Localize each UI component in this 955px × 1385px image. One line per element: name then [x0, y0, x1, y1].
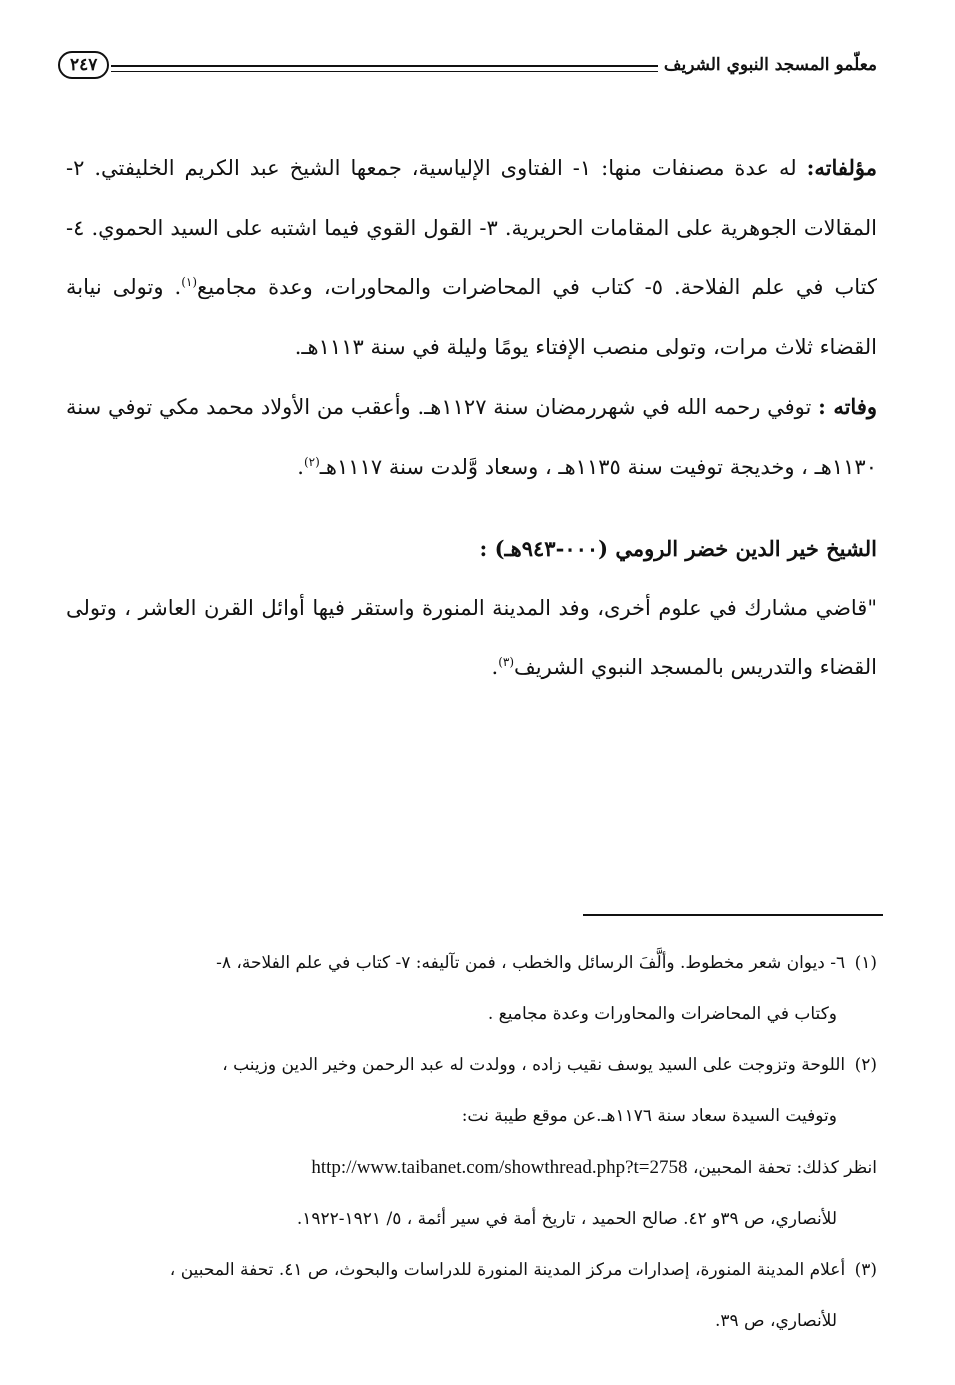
quote-end: .: [491, 655, 499, 679]
footnote-1: [66, 938, 877, 1040]
footnote-see-also: انظر كذلك: تحفة المحبين،: [692, 1158, 877, 1178]
page-number: ٢٤٧: [58, 51, 109, 79]
footnote-number: (٣): [854, 1260, 877, 1280]
footnote-ref-3[interactable]: (٣): [498, 655, 515, 669]
main-text: [66, 138, 877, 698]
death-lead: وفاته :: [818, 394, 878, 419]
works-text-2: . وتولى نيابة القضاء ثلاث مرات، وتولى منصب الإفتاء يومًا وليلة في سنة ١١١٣هـ.: [66, 275, 877, 359]
footnote-text: أعلام المدينة المنورة، إصدارات مركز المدينة المنورة للدراسات والبحوث، ص ٤١. تحفة المحبين ،: [169, 1260, 846, 1280]
footnote-continuation: وتوفيت السيدة سعاد سنة ١١٧٦هـ.عن موقع طيبة نت:: [461, 1106, 837, 1126]
paragraph-works: [66, 138, 877, 377]
footnote-url-line: [311, 1158, 877, 1178]
footnote-ref-2[interactable]: (٢): [303, 454, 320, 469]
paragraph-quote: [66, 579, 877, 698]
death-end: .: [297, 454, 304, 479]
footnote-url-link[interactable]: http://www.taibanet.com/showthread.php?t=2758: [311, 1157, 688, 1178]
footnote-number: (٢): [854, 1055, 877, 1075]
footnote-separator: [583, 914, 883, 916]
footnote-continuation: للأنصاري، ص ٣٩و ٤٢. صالح الحميد ، تاريخ أمة في سير أئمة ، ٥/ ١٩٢١-١٩٢٢.: [296, 1209, 837, 1229]
paragraph-death: [66, 377, 877, 497]
footnote-3: [66, 1245, 877, 1347]
footnote-continuation: للأنصاري، ص ٣٩.: [714, 1311, 837, 1331]
footnote-2: [66, 1040, 877, 1245]
section-heading: الشيخ خير الدين خضر الرومي (٠٠٠-٩٤٣هـ) :: [479, 536, 877, 561]
footnotes: [66, 938, 877, 1347]
quote-text: "قاضي مشارك في علوم أخرى، وفد المدينة المنورة واستقر فيها أوائل القرن العاشر ، وتولى القضاء والتدريس بالمسجد النبوي الشريف: [66, 595, 877, 679]
works-lead: مؤلفاته:: [806, 155, 877, 180]
works-text: له عدة مصنفات منها: ١- الفتاوى الإلياسية، جمعها الشيخ عبد الكريم الخليفتي. ٢- المقالات الجوهرية على المقامات الحريرية. ٣- القول القوي فيما اشتبه على السيد الحموي. ٤- كتاب في علم الفلاحة. ٥- كتاب في المحاضرات والمحاورات، وعدة مجاميع: [66, 156, 878, 299]
header-title: معلّمو المسجد النبوي الشريف: [663, 55, 877, 75]
footnote-number: (١): [854, 953, 877, 973]
header-rule: [111, 65, 657, 72]
footnote-ref-1[interactable]: (١): [181, 275, 198, 289]
footnote-text: ٦- ديوان شعر مخطوط. وألَّفَ الرسائل والخطب ، فمن تآليفه: ٧- كتاب في علم الفلاحة، ٨-: [216, 953, 846, 973]
footnote-text: اللوحة وتزوجت على السيد يوسف نقيب زاده ، وولدت له عبد الرحمن وخير الدين وزينب ،: [222, 1055, 846, 1075]
running-header: [58, 40, 877, 90]
death-text: توفي رحمه الله في شهررمضان سنة ١١٢٧هـ. وأعقب من الأولاد محمد مكي توفي سنة ١١٣٠هـ ، وخديجة توفيت سنة ١١٣٥هـ ، وسعاد وَّلدت سنة ١١١٧هـ: [66, 395, 877, 479]
footnote-continuation: وكتاب في المحاضرات والمحاورات وعدة مجاميع .: [487, 1004, 837, 1024]
